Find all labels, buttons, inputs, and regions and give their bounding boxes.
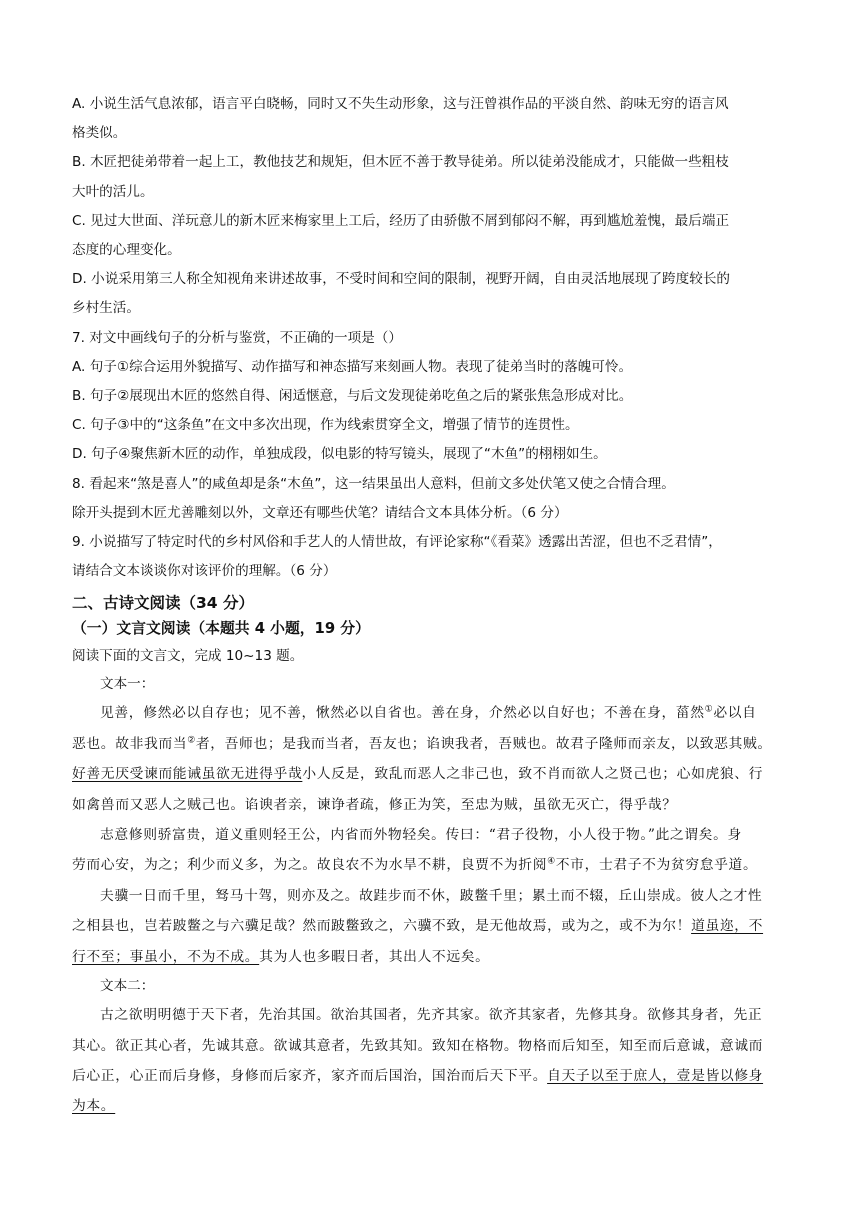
q7-stem: 7. 对文中画线句子的分析与鉴赏，不正确的一项是（） [72,329,402,346]
q9-line1: 9. 小说描写了特定时代的乡村风俗和手艺人的人情世故，有评论家称“《看菜》透露出苦涩，但也不乏君情”， [72,534,722,551]
q8-line2: 除开头提到木匠尤善雕刻以外，文章还有哪些伏笔？请结合文本具体分析。（6 分） [72,504,568,521]
text1-paragraph-3 [72,881,792,972]
text1-p1-line3: 好善无厌受谏而能诫虽欲无进得乎哉小人反是，致乱而恶人之非己也，致不肖而欲人之贤己也；心如虎狼、行 [72,766,764,783]
q6-option-d-line1: D. 小说采用第三人称全知视角来讲述故事，不受时间和空间的限制，视野开阔，自由灵活地展现了跨度较长的 [72,271,731,288]
underlined-sentence: 行不至；事虽小，不为不成。 [72,948,260,965]
text1-p2-line1: 志意修则骄富贵，道义重则轻王公，内省而外物轻矣。传曰：“君子役物，小人役于物。”此之谓矣。身 [100,827,742,844]
text1-p1-line1: 见善，修然必以自存也；见不善，愀然必以自省也。善在身，介然必以自好也；不善在身，菑然①必以自 [100,704,757,722]
q6-option-b-line1: B. 木匠把徒弟带着一起上工，教他技艺和规矩，但木匠不善于教导徒弟。所以徒弟没能成才，只能做一些粗枝 [72,154,729,171]
q6-option-a-line2: 格类似。 [72,125,127,142]
underlined-sentence: 自天子以至于庶人，壹是皆以修身 [547,1067,764,1084]
text1-p3-line1: 夫骥一日而千里，驽马十驾，则亦及之。故跬步而不休，跛鳖千里；累土而不辍，丘山崇成。彼人之才性 [100,887,763,904]
text1-p2-line2: 劳而心安，为之；利少而义多，为之。故良农不为水旱不耕，良贾不为折阅④不市，士君子不为贫穷怠乎道。 [72,856,758,874]
q8-line1: 8. 看起来“煞是喜人”的咸鱼却是条“木鱼”，这一结果虽出人意料，但前文多处伏笔又使之合情合理。 [72,475,675,492]
q9-line2: 请结合文本谈谈你对该评价的理解。（6 分） [72,563,337,580]
reading-instruction: 阅读下面的文言文，完成 10~13 题。 [72,648,304,665]
text1-paragraph-1 [72,698,792,820]
q7-option-c: C. 句子③中的“这条鱼”在文中多次出现，作为线索贯穿全文，增强了情节的连贯性。 [72,417,579,434]
text1-p3-line3: 行不至；事虽小，不为不成。其为人也多暇日者，其出人不远矣。 [72,948,490,965]
text1-label: 文本一： [100,676,155,693]
exam-page [72,90,792,1122]
underlined-sentence: 为本。 [72,1098,116,1115]
text2-line1: 古之欲明明德于天下者，先治其国。欲治其国者，先齐其家。欲齐其家者，先修其身。欲修其身者，先正 [100,1007,763,1024]
q6-option-c-line1: C. 见过大世面、洋玩意儿的新木匠来梅家里上工后，经历了由骄傲不屑到郁闷不解，再到尴尬羞愧，最后端正 [72,212,730,229]
q7-option-b: B. 句子②展现出木匠的悠然自得、闲适惬意，与后文发现徒弟吃鱼之后的紧张焦急形成对比。 [72,388,633,405]
q7-option-d: D. 句子④聚焦新木匠的动作，单独成段，似电影的特写镜头，展现了“木鱼”的栩栩如生。 [72,446,607,463]
text2-line3: 后心正，心正而后身修，身修而后家齐，家齐而后国治，国治而后天下平。自天子以至于庶人，壹是皆以修身 [72,1067,764,1084]
text2-paragraph [72,1000,792,1122]
q7-option-a: A. 句子①综合运用外貌描写、动作描写和神态描写来刻画人物。表现了徒弟当时的落魄可怜。 [72,358,633,375]
text2-line2: 其心。欲正其心者，先诚其意。欲诚其意者，先致其知。致知在格物。物格而后知至，知至而后意诚，意诚而 [72,1037,764,1054]
text2-line4 [72,1091,792,1121]
subsection-heading: （一）文言文阅读（本题共 4 小题，19 分） [72,620,370,638]
q6-option-b-line2: 大叶的活儿。 [72,183,154,200]
text1-p3-line2: 之相县也，岂若跛鳖之与六骥足哉？然而跛鳖致之，六骥不致，是无他故焉，或为之，或不为尔！道虽迩，不 [72,918,764,935]
q6-option-c-line2: 态度的心理变化。 [72,242,181,259]
text1-p1-line2: 恶也。故非我而当②者，吾师也；是我而当者，吾友也；谄谀我者，吾贼也。故君子隆师而亲友，以致恶其贼。 [72,735,772,752]
text2-label: 文本二： [100,978,155,995]
text1-paragraph-2 [72,820,792,881]
q6-option-a-line1: A. 小说生活气息浓郁，语言平白晓畅，同时又不失生动形象，这与汪曾祺作品的平淡自然、韵味无穷的语言风 [72,96,729,112]
underlined-sentence: 道虽迩，不 [691,918,764,935]
underlined-sentence: 好善无厌受谏而能诫虽欲无进得乎哉 [72,766,303,783]
section-heading: 二、古诗文阅读（34 分） [72,594,254,613]
text1-p1-line4: 如禽兽而又恶人之贼己也。谄谀者亲，谏诤者疏，修正为笑，至忠为贼，虽欲无灭亡，得乎哉？ [72,796,677,813]
q6-option-d-line2: 乡村生活。 [72,300,140,317]
